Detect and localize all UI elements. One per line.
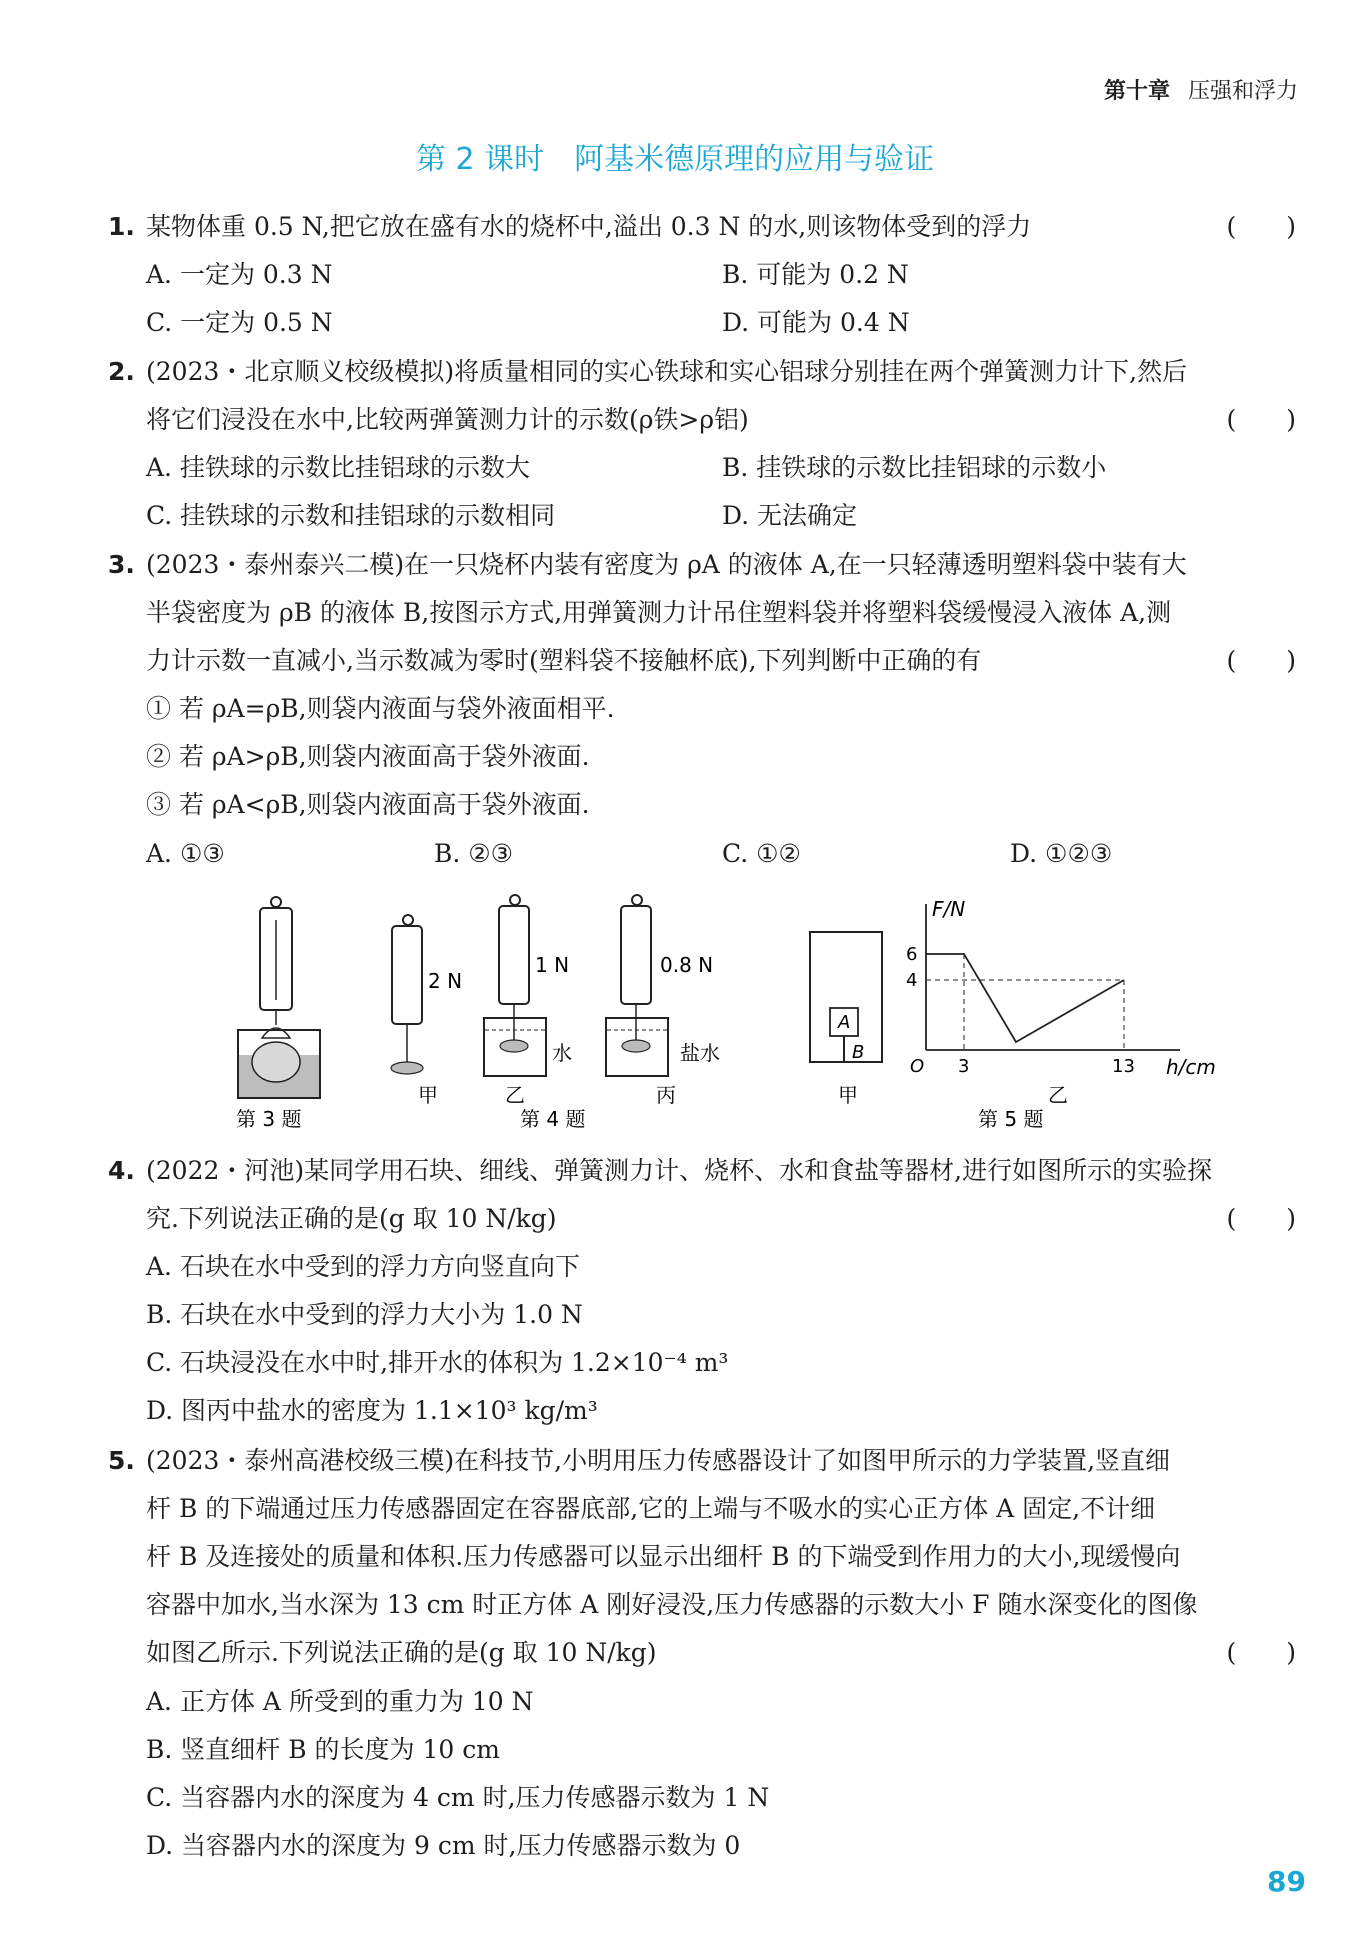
- q5-text-4: 容器中加水,当水深为 13 cm 时正方体 A 刚好浸没,压力传感器的示数大小 F 随水深变化的图像: [146, 1590, 1198, 1619]
- y-axis-label: F/N: [932, 897, 966, 921]
- q2-option-d: D. 无法确定: [722, 501, 858, 530]
- q1-stem: [108, 209, 1296, 245]
- q2-stem-line2: [146, 402, 1296, 438]
- hook-ring-icon: [271, 897, 281, 907]
- container-icon: [810, 932, 882, 1062]
- q5-stem-line4: [146, 1587, 1296, 1623]
- label-jia-q4: 甲: [418, 1083, 438, 1107]
- y-tick-6: 6: [906, 944, 918, 965]
- q4-text-2: 究.下列说法正确的是(g 取 10 N/kg): [146, 1204, 557, 1233]
- q3-text-3: 力计示数一直减小,当示数减为零时(塑料袋不接触杯底),下列判断中正确的有: [146, 646, 982, 675]
- q4-number: 4.: [108, 1156, 135, 1185]
- caption-q5: 第 5 题: [978, 1107, 1044, 1130]
- stone-yi-icon: [500, 1040, 528, 1052]
- q3-statement-1: ① 若 ρA=ρB,则袋内液面与袋外液面相平.: [146, 694, 615, 723]
- reading-bing: 0.8 N: [660, 953, 714, 977]
- q2-option-a: A. 挂铁球的示数比挂铝球的示数大: [146, 453, 530, 482]
- q2-text-2: 将它们浸没在水中,比较两弹簧测力计的示数(ρ铁>ρ铝): [146, 405, 749, 434]
- label-rod-b: B: [852, 1042, 865, 1063]
- chapter-number: 第十章: [1103, 79, 1170, 104]
- spring-scale-jia-icon: [392, 926, 422, 1024]
- q1-answer-blank: ( ): [1226, 212, 1296, 241]
- q5-option-c: C. 当容器内水的深度为 4 cm 时,压力传感器示数为 1 N: [146, 1783, 770, 1812]
- q4-stem-line2: [146, 1201, 1296, 1237]
- stone-bing-icon: [622, 1040, 650, 1052]
- q5-graph: [906, 897, 1216, 1107]
- caption-q4: 第 4 题: [520, 1107, 586, 1130]
- q4-text-1: (2022・河池)某同学用石块、细线、弹簧测力计、烧杯、水和食盐等器材,进行如图所示的实验探: [146, 1156, 1213, 1185]
- q3-statement-2: ② 若 ρA>ρB,则袋内液面高于袋外液面.: [146, 742, 590, 771]
- q2-option-b: B. 挂铁球的示数比挂铝球的示数小: [722, 453, 1107, 482]
- q4-option-a: A. 石块在水中受到的浮力方向竖直向下: [146, 1252, 580, 1281]
- x-tick-3: 3: [958, 1056, 970, 1077]
- q5-stem-line2: [146, 1491, 1296, 1527]
- q1-option-a: A. 一定为 0.3 N: [146, 260, 333, 289]
- x-axis-label: h/cm: [1166, 1055, 1216, 1079]
- f-h-curve: [926, 954, 1124, 1042]
- q5-option-a: A. 正方体 A 所受到的重力为 10 N: [146, 1687, 534, 1716]
- q5-text-1: (2023・泰州高港校级三模)在科技节,小明用压力传感器设计了如图甲所示的力学装置,竖直细: [146, 1446, 1171, 1475]
- q4-figure: [391, 895, 720, 1107]
- q3-number: 3.: [108, 550, 135, 579]
- label-yi-q4: 乙: [505, 1083, 525, 1107]
- q5-stem-line3: [146, 1539, 1296, 1575]
- q3-answer-blank: ( ): [1226, 646, 1296, 675]
- q1-option-b: B. 可能为 0.2 N: [722, 260, 909, 289]
- q1-number: 1.: [108, 212, 135, 241]
- x-tick-13: 13: [1112, 1056, 1135, 1077]
- q5-number: 5.: [108, 1446, 135, 1475]
- label-cube-a: A: [838, 1012, 851, 1033]
- q3-option-d: D. ①②③: [1010, 839, 1113, 868]
- reading-jia: 2 N: [428, 969, 463, 993]
- q3-option-c: C. ①②: [722, 839, 801, 868]
- q1-option-d: D. 可能为 0.4 N: [722, 308, 910, 337]
- q1-option-c: C. 一定为 0.5 N: [146, 308, 333, 337]
- q3-stem-line1: [108, 547, 1296, 583]
- q2-text-1: (2023・北京顺义校级模拟)将质量相同的实心铁球和实心铝球分别挂在两个弹簧测力计下,然后: [146, 357, 1188, 386]
- reading-yi: 1 N: [535, 953, 570, 977]
- q3-option-a: A. ①③: [146, 839, 225, 868]
- q3-figure: [238, 897, 320, 1098]
- stone-jia-icon: [391, 1062, 423, 1074]
- q5-text-5: 如图乙所示.下列说法正确的是(g 取 10 N/kg): [146, 1638, 657, 1667]
- label-salt-water: 盐水: [680, 1041, 720, 1065]
- q2-stem-line1: [108, 354, 1296, 390]
- q3-stem-line2: [146, 595, 1296, 631]
- q2-option-c: C. 挂铁球的示数和挂铝球的示数相同: [146, 501, 556, 530]
- spring-scale-yi-icon: [499, 906, 529, 1004]
- page-number: 89: [1267, 1865, 1306, 1898]
- label-yi-q5: 乙: [1048, 1083, 1068, 1107]
- q2-answer-blank: ( ): [1226, 405, 1296, 434]
- q1-text: 某物体重 0.5 N,把它放在盛有水的烧杯中,溢出 0.3 N 的水,则该物体受到的浮力: [146, 212, 1032, 241]
- q5-apparatus-figure: [810, 932, 882, 1107]
- q5-stem-line5: [146, 1635, 1296, 1671]
- label-jia-q5: 甲: [838, 1083, 858, 1107]
- q3-text-1: (2023・泰州泰兴二模)在一只烧杯内装有密度为 ρA 的液体 A,在一只轻薄透明塑料袋中装有大: [146, 550, 1187, 579]
- origin-label: O: [910, 1056, 925, 1077]
- q3-statement-3: ③ 若 ρA<ρB,则袋内液面高于袋外液面.: [146, 790, 590, 819]
- q4-answer-blank: ( ): [1226, 1204, 1296, 1233]
- q3-text-2: 半袋密度为 ρB 的液体 B,按图示方式,用弹簧测力计吊住塑料袋并将塑料袋缓慢浸入液体 A,测: [146, 598, 1172, 627]
- q5-answer-blank: ( ): [1226, 1638, 1296, 1667]
- q5-text-2: 杆 B 的下端通过压力传感器固定在容器底部,它的上端与不吸水的实心正方体 A 固定,不计细: [146, 1494, 1156, 1523]
- lesson-title: 第 2 课时 阿基米德原理的应用与验证: [415, 142, 935, 177]
- figures-row: [0, 890, 1350, 1130]
- chapter-topic: 压强和浮力: [1187, 79, 1298, 104]
- label-bing-q4: 丙: [656, 1083, 676, 1107]
- chapter-header: [1104, 74, 1298, 105]
- q5-text-3: 杆 B 及连接处的质量和体积.压力传感器可以显示出细杆 B 的下端受到作用力的大小,现缓慢向: [146, 1542, 1181, 1571]
- q4-option-d: D. 图丙中盐水的密度为 1.1×10³ kg/m³: [146, 1396, 598, 1425]
- plastic-bag-icon: [252, 1042, 300, 1082]
- q5-stem-line1: [108, 1443, 1296, 1479]
- q4-option-b: B. 石块在水中受到的浮力大小为 1.0 N: [146, 1300, 583, 1329]
- caption-q3: 第 3 题: [236, 1107, 302, 1130]
- spring-scale-bing-icon: [621, 906, 651, 1004]
- q5-option-b: B. 竖直细杆 B 的长度为 10 cm: [146, 1735, 500, 1764]
- q4-stem-line1: [108, 1153, 1296, 1189]
- y-tick-4: 4: [906, 970, 918, 991]
- label-water: 水: [552, 1041, 572, 1065]
- q3-option-b: B. ②③: [434, 839, 514, 868]
- q5-option-d: D. 当容器内水的深度为 9 cm 时,压力传感器示数为 0: [146, 1831, 741, 1860]
- q2-number: 2.: [108, 357, 135, 386]
- q4-option-c: C. 石块浸没在水中时,排开水的体积为 1.2×10⁻⁴ m³: [146, 1348, 729, 1377]
- q3-stem-line3: [146, 643, 1296, 679]
